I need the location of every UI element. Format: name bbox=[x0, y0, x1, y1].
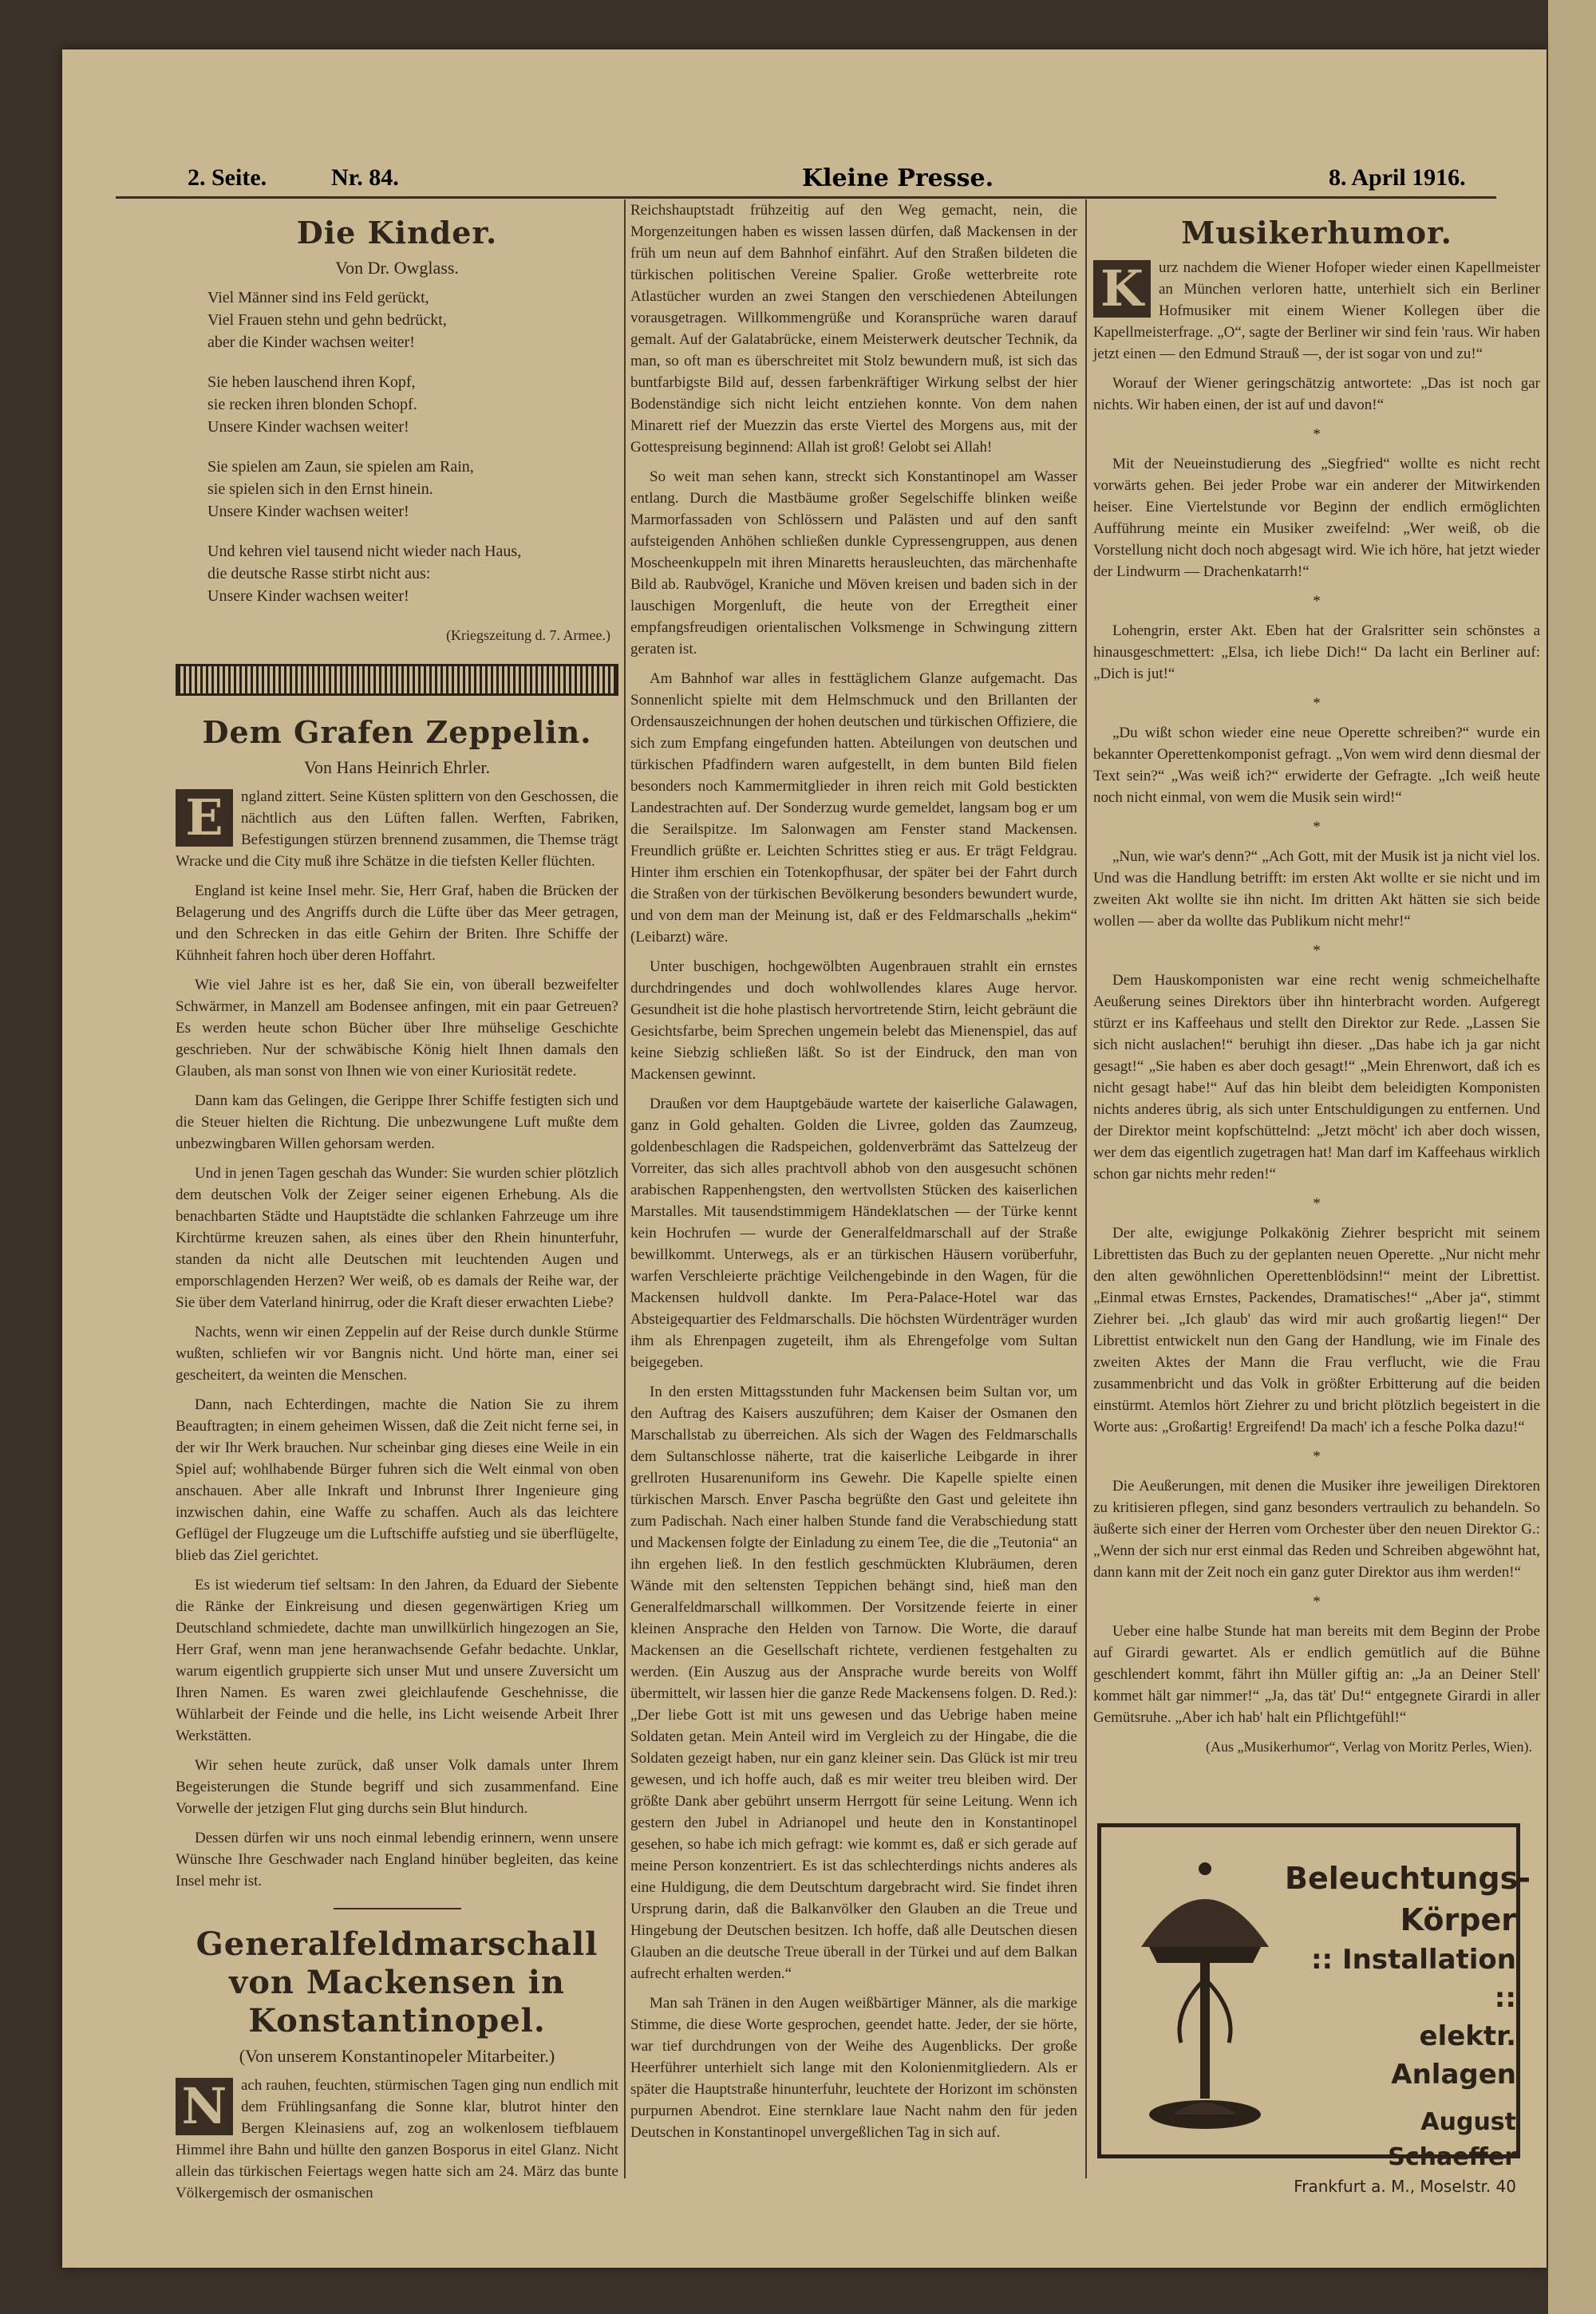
poem-stanza bbox=[207, 456, 618, 523]
issue-number: Nr. 84. bbox=[331, 164, 399, 191]
issue-date: 8. April 1916. bbox=[1329, 164, 1466, 191]
paragraph: Dessen dürfen wir uns noch einmal lebendig erinnern, wenn unsere Wünsche Ihre Geschwader nach England hinüber begleiten, das keine Insel mehr ist. bbox=[176, 1830, 618, 1890]
poem-line: Unsere Kinder wachsen weiter! bbox=[207, 503, 409, 520]
poem-line: Sie spielen am Zaun, sie spielen am Rain, bbox=[207, 458, 474, 476]
star-separator: * bbox=[1313, 942, 1321, 959]
paragraph: „Du wißt schon wieder eine neue Operette schreiben?“ wurde ein bekannter Operettenkomponist gefragt. „Von wem wird denn diesmal der Text sein?“ „Was weiß ich?“ erwiderte der Gefragte. „Ich weiß heute noch nicht einmal, von wem die Musik sein wird!“ bbox=[1093, 725, 1540, 806]
paragraph: Worauf der Wiener geringschätzig antwortete: „Das ist noch gar nichts. Wir haben einen, der ist auf und davon!“ bbox=[1093, 375, 1540, 413]
paragraph: Mit der Neueinstudierung des „Siegfried“ wollte es nicht recht vorwärts gehen. Bei jeder Probe war ein anderer der Mitwirkenden heiser. Eine Viertelstunde vor Beginn der endlich ermöglichten Aufführung meinte ein Musiker zweifelnd: „Wer weiß, ob die Vorstellung nicht doch noch abgesagt wird. Wie ich höre, hat jetzt wieder der Lindwurm — Drachenkatarrh!“ bbox=[1093, 456, 1540, 580]
poem-line: Unsere Kinder wachsen weiter! bbox=[207, 418, 409, 436]
poem-line: aber die Kinder wachsen weiter! bbox=[207, 334, 415, 351]
paragraph: Dann, nach Echterdingen, machte die Nation Sie zu ihrem Beauftragten; in einem geheimen Wissen, daß die Zeit nicht ferne sei, in der wir Ihr Werk brauchen. Nur scheinbar ging dieses eine Weile in ein Spiel auf; wohlhabende Bürger fuhren sich die Welt einmal von oben anschauen. Aber alle Inkraft und Inbrunst Ihrer Ingenieure ging inzwischen dahin, eine Waffe zu schaffen. Auch als das leichtere Geflügel der Flugzeuge um die Luftschiffe aufstieg und sie überflügelte, blieb das Ziel gerichtet. bbox=[176, 1396, 618, 1564]
ad-line: :: Installation :: bbox=[1310, 1944, 1516, 2014]
paragraph: England ist keine Insel mehr. Sie, Herr Graf, haben die Brücken der Belagerung und des Angriffs durch die Lüfte über das Meer getragen, und den Schrecken in das eitle Gehirn der Briten. Ihre Schiffe der Kühnheit fahren hoch über deren Hoffahrt. bbox=[176, 883, 618, 964]
zeppelin-title: Dem Grafen Zeppelin. bbox=[202, 714, 592, 750]
star-separator: * bbox=[1313, 819, 1321, 835]
page-header bbox=[116, 160, 1496, 199]
poem-line: Viel Frauen stehn und gehn bedrückt, bbox=[207, 311, 447, 329]
paragraph: Wir sehen heute zurück, daß unser Volk damals unter Ihrem Begeisterungen die Stunde begriff und sich zusammenfand. Eine Vorwelle der jetzigen Flut ging durchs sein Blut hindurch. bbox=[176, 1757, 618, 1817]
poem-line: Viel Männer sind ins Feld gerückt, bbox=[207, 289, 429, 306]
dropcap: K bbox=[1093, 260, 1151, 318]
lamp-icon bbox=[1125, 1851, 1285, 2138]
poem-author: Von Dr. Owglass. bbox=[335, 258, 459, 278]
star-separator: * bbox=[1313, 1195, 1321, 1212]
paragraph: Lohengrin, erster Akt. Eben hat der Gralsritter sein schönstes a hinausgeschmettert: „Elsa, ich liebe Dich!“ Da lacht ein Berliner auf: „Dich is jut!“ bbox=[1093, 622, 1540, 682]
paragraph: Dann kam das Gelingen, die Gerippe Ihrer Schiffe festigten sich und die Steuer hielten die Richtung. Die unbezwungene Luft mußte dem unbezwingbaren Willen gehorsam werden. bbox=[176, 1092, 618, 1152]
paragraph: Die Aeußerungen, mit denen die Musiker ihre jeweiligen Direktoren zu kritisieren pflegen, sind ganz besonders vertraulich zu behandeln. So äußerte sich einer der Herren vom Orchester über den neuen Direktor G.: „Wenn der sich nur erst einmal das Reden und Schreiben abgewöhnt hat, dann kann mit der Zeit noch ein ganz guter Direktor aus ihm werden!“ bbox=[1093, 1478, 1540, 1581]
ad-address: Frankfurt a. M., Moselstr. 40 bbox=[1294, 2177, 1516, 2196]
dropcap: E bbox=[176, 789, 233, 847]
paragraph: Draußen vor dem Hauptgebäude wartete der kaiserliche Galawagen, ganz in Gold gehalten. Golden die Livree, golden das Zaumzeug, goldenbeschlagen die Radspeichen, goldenverbrämt das Sattelzeug der Vorreiter, das sich alles prachtvoll abhob von den ausgesucht schönen arabischen Rappenhengsten, den wertvollsten Stücken des kaiserlichen Marstalles. Mit tausendstimmigem Händeklatschen — der Türke kennt kein Hochrufen — wurde der Generalfeldmarschall auf der Straße bewillkommt. Unterwegs, als er an türkischen Häusern vorüberfuhr, warfen Verschleierte prächtige Veilchengebinde in den Wagen, für die Mackensen huldvoll dankte. Im Pera-Palace-Hotel war das Absteigequartier des Feldmarschalls. Die höchsten Würdenträger wurden ihm als Ehrenpagen zugeteilt, ihm als Ehrengefolge vom Sultan beigegeben. bbox=[630, 1096, 1077, 1371]
advertisement bbox=[1097, 1823, 1531, 2196]
musikerhumor-title: Musikerhumor. bbox=[1181, 215, 1452, 251]
column-rule-2 bbox=[1085, 199, 1087, 2178]
paragraph: Reichshauptstadt frühzeitig auf den Weg gemacht, nein, die Morgenzeitungen haben es wissen lassen dürfen, daß Mackensen in der früh um neun auf dem Bahnhof einfährt. Auf den Straßen bildeten die türkischen politischen Vereine Spalier. Große wetterbreite rote Atlastücher wurden an zwei Stangen den verschiedenen Abteilungen vorausgetragen. Willkommengrüße und Koransprüche waren darauf gemalt. Auf der Galatabrücke, einem Meisterwerk deutscher Technik, da man, so oft man es überschreitet mit Stolz bewundern muß, ist sich das buntfarbigste Bild auf, dessen farbenkräftiger Wirkung selbst der hier Bodenständige sich nicht leicht entziehen konnte. Von dem nahen Minarett rief der Muezzin das erste Viertel des Morgens aus, mit der Gottespreisung beginnend: Allah ist groß! Gelobt sei Allah! bbox=[630, 202, 1077, 456]
ad-line: elektr. Anlagen bbox=[1391, 2020, 1516, 2091]
paragraph: So weit man sehen kann, streckt sich Konstantinopel am Wasser entlang. Durch die Mastbäume großer Segelschiffe blinken weiße Marmorfassaden von Schlössern und Palästen und auf den sanft aufsteigenden Anhöhen schließen dunkle Cypressengruppen, aus denen Moscheenkuppeln mit ihren Minaretts herausleuchten, das märchenhafte Bild ab. Raubvögel, Kraniche und Möven kreisen und baden sich in der lauschigen Morgenluft, die heute von der Erregtheit einer empfangsfreudigen orientalischen Volksmenge in Schwingung zittern geraten ist. bbox=[630, 468, 1077, 657]
poem-source: (Kriegszeitung d. 7. Armee.) bbox=[446, 627, 610, 643]
paragraph: Nachts, wenn wir einen Zeppelin auf der Reise durch dunkle Stürme wußten, schliefen wir vor Bangnis nicht. Und hörte man, einer sei gescheitert, da weinten die Menschen. bbox=[176, 1324, 618, 1384]
ad-text bbox=[1285, 1858, 1531, 2198]
source-note: (Aus „Musikerhumor“, Verlag von Moritz Perles, Wien). bbox=[1205, 1739, 1532, 1755]
ad-line: Beleuchtungs- bbox=[1285, 1861, 1531, 1896]
star-separator: * bbox=[1313, 593, 1321, 610]
star-separator: * bbox=[1313, 1593, 1321, 1610]
poem-stanza bbox=[207, 371, 618, 438]
paragraph: In den ersten Mittagsstunden fuhr Mackensen beim Sultan vor, um den Auftrag des Kaisers auszuführen; dem Kaiser der Osmanen den Marschallstab zu überreichen. Als sich der Wagen des Feldmarschalls dem Sultanschlosse näherte, trat die kaiserliche Leibgarde in ihrer grellroten Husarenuniform ins Gewehr. Die Kapelle spielte einen türkischen Marsch. Enver Pascha begrüßte den Gast und geleitete ihn zum Padischah. Nach einer halben Stunde fand die Verabschiedung statt und Mackensen folgte der Einladung zu einem Tee, die die „Teutonia“ an ihn ergehen ließ. In den festlich geschmückten Klubräumen, deren Wände mit den seltensten Teppichen behängt sind, hieß man den Generalfeldmarschall willkommen. Der Vorsitzende feierte in einer kleinen Ansprache den Helden von Tarnow. Die Worte, die darauf Mackensen an die Gesellschaft richtete, verdienen festgehalten zu werden. (Ein Auszug aus der Ansprache wurde bereits von Wolff übermittelt, wir lassen hier die ganze Rede Mackensens folgen. D. Red.): „Der liebe Gott ist mit uns gewesen und das Uebrige haben meine Soldaten getan. Mein Anteil wird im Vergleich zu der Hingabe, die die Soldaten gezeigt haben, nur ein ganz kleiner sein. Das Glück ist mir treu gewesen, und ich hoffe auch, daß es mir weiter treu bleiben wird. Der größte Dank aber gebührt unserm Herrgott für seine Leitung. Wenn ich gestern den Jubel in Adrianopel und heute den in Konstantinopel gesehen, so habe ich mich gefragt: wie kommt es, daß er sich gerade auf meine Person konzentriert. Es ist das schlechterdings nichts anderes als eine Huldigung, die dem Deutschtum dargebracht wird. Sie findet ihren Ursprung darin, daß die Balkanvölker den Glauben an die Treue und Hingebung der Deutschen besitzen. Ich hoffe, daß alle Deutschen diesen Glauben an die deutsche Treue überall in der Türkei und auf dem Balkan aufrecht erhalten werden.“ bbox=[630, 1384, 1077, 1982]
zeppelin-author: Von Hans Heinrich Ehrler. bbox=[304, 757, 490, 777]
star-separator: * bbox=[1313, 426, 1321, 443]
poem-title: Die Kinder. bbox=[296, 215, 498, 251]
star-separator: * bbox=[1313, 695, 1321, 712]
paragraph: ach rauhen, feuchten, stürmischen Tagen ging nun endlich mit dem Frühlingsanfang die Sonne klar, blutrot hinter den Bergen Kleinasiens auf, zog an wolkenlosem tiefblauem Himmel ihre Bahn und hüllte den ganzen Bosporus in eitel Glanz. Nicht allein das türkischen Feiertags wegen hatte sich am 24. März das bunte Völkergemisch der osmanischen bbox=[176, 2077, 618, 2201]
mackensen-title: Generalfeldmarschall von Mackensen in Konstantinopel. bbox=[196, 1925, 598, 2040]
paragraph: „Nun, wie war's denn?“ „Ach Gott, mit der Musik ist ja nicht viel los. Und was die Handlung betrifft: im ersten Akt wollte er sie nicht und im zweiten Akt wollte sie ihn nicht. Im dritten Akt hätten sie sich beide wollen — aber da wollte das Publikum nicht mehr!“ bbox=[1093, 848, 1540, 930]
paragraph: Ueber eine halbe Stunde hat man bereits mit dem Beginn der Probe auf Girardi gewartet. Als er endlich gemütlich auf die Bühne geschlendert kommt, fährt ihn Müller giftig an: „Ja an Deiner Stell' kommet hält gar nimmer!“ „Ja, das tät' Du!“ entgegnete Girardi in aller Gemütsruhe. „Aber ich hab' halt ein Pflichtgefühl!“ bbox=[1093, 1623, 1540, 1726]
paragraph: Und in jenen Tagen geschah das Wunder: Sie wurden schier plötzlich dem deutschen Volk der Zeiger seiner eigenen Erhebung. Als die benachbarten Städte und Hauptstädte die schlanken Fahrzeuge um ihre Kirchtürme kreuzen sahen, als eines über den Rhein hinunterfuhr, standen da nicht alle Deutschen mit leuchtenden Augen und emporschlagenden Herzen? Wer weiß, ob es damals der Reihe war, der Sie über dem Vaterland hinirrug, oder die Kraft dieser erwachten Liebe? bbox=[176, 1165, 618, 1311]
poem-line: sie recken ihren blonden Schopf. bbox=[207, 396, 417, 413]
column-rule-1 bbox=[624, 199, 626, 2178]
page-number: 2. Seite. bbox=[188, 164, 267, 191]
paragraph: Am Bahnhof war alles in festtäglichem Glanze aufgemacht. Das Sonnenlicht spielte mit dem Helmschmuck und den Brillanten der Ordensauszeichnungen der hohen deutschen und türkischen Offiziere, die sich zum Empfang eingefunden hatten. Abteilungen von deutschen und türkischen Pfadfindern waren aufgestellt, in dem bunten Bild fielen besonders noch Kammermitglieder in ihren reich mit Gold bestickten Landestrachten auf. Der Sonderzug wurde gemeldet, langsam bog er um die Serailspitze. Im Salonwagen am Fenster stand Mackensen. Freundlich grüßte er. Leichten Schrittes stieg er aus. Er trägt Feldgrau. Hinter ihm erschien ein Totenkopfhusar, der später bei der Fahrt durch die Straßen von der türkischen Bevölkerung besonders bewundert wurde, und von dem man der Meinung ist, daß er des Feldmarschalls „hekim“ (Leibarzt) wäre. bbox=[630, 670, 1077, 946]
paragraph: Unter buschigen, hochgewölbten Augenbrauen strahlt ein ernstes durchdringendes und doch wohlwollendes klares Auge hervor. Gesundheit ist die hohe plastisch hervortretende Stirn, leicht gebräunt die Gesichtsfarbe, beim Sprechen ungemein belebt das Mienenspiel, das auf keine Siebzig schließen läßt. So ist der Eindruck, den man von Mackensen gewinnt. bbox=[630, 958, 1077, 1083]
paragraph: Der alte, ewigjunge Polkakönig Ziehrer bespricht mit seinem Librettisten das Buch zu der geplanten neuen Operette. „Nur nicht mehr den alten gewöhnlichen Operettenblödsinn!“ meint der Librettist. „Einmal etwas Ernstes, Packendes, Dramatisches!“ „Aber ja“, stimmt Ziehrer bei. „Ich glaub' das wird mir auch großartig liegen!“ Der Librettist entwickelt nun den Gang der Handlung, wie im Finale des zweiten Aktes der Mann die Frau verflucht, wie die Frau zusammenbricht und das Volk in größter Erbitterung auf die beiden einstürmt. Atemlos hört Ziehrer zu und bricht plötzlich begeistert in die Worte aus: „Großartig! Ergreifend! Da mach' ich a fesche Polka dazu!“ bbox=[1093, 1225, 1540, 1435]
page-edge bbox=[1548, 0, 1596, 2314]
poem bbox=[176, 286, 618, 607]
column-1 bbox=[176, 199, 618, 2212]
paragraph: Dem Hauskomponisten war eine recht wenig schmeichelhafte Aeußerung seines Direktors über ihn hinterbracht worden. Aufgeregt stürzt er ins Kaffeehaus und stellt den Direktor zur Rede. „Lassen Sie sich nicht auslachen!“ beruhigt ihn dieser. „Das habe ich ja gar nicht gesagt!“ „Sie haben es aber doch gesagt!“ „Mein Ehrenwort, daß ich es nicht gesagt habe!“ Auf das hin bleibt dem beleidigten Komponisten nichts anderes übrig, als sich unter Entschuldigungen zu entfernen. Und der Direktor meint kopfschüttelnd: „Jetzt möcht' ich aber doch wissen, wer dem das eigentlich zugetragen hat! Man darf im Kaffeehaus wirklich schon gar nichts mehr reden!“ bbox=[1093, 972, 1540, 1183]
ad-company: August Schaeffer bbox=[1388, 2108, 1516, 2171]
poem-line: sie spielen sich in den Ernst hinein. bbox=[207, 480, 433, 498]
mackensen-byline: (Von unserem Konstantinopeler Mitarbeiter.) bbox=[239, 2046, 555, 2066]
poem-line: die deutsche Rasse stirbt nicht aus: bbox=[207, 565, 431, 582]
ornamental-divider bbox=[176, 664, 618, 696]
paragraph: urz nachdem die Wiener Hofoper wieder einen Kapellmeister an München verloren hatte, unterhielt sich ein Berliner Hofmusiker mit einem Wiener Kollegen über die Kapellmeisterfrage. „O“, sagte der Berliner wir sind fein 'raus. Wir haben jetzt einen — den Edmund Strauß —, der ist sogar von und zu!“ bbox=[1093, 259, 1540, 362]
poem-line: Unsere Kinder wachsen weiter! bbox=[207, 587, 409, 605]
divider bbox=[334, 1908, 461, 1909]
column-2 bbox=[630, 199, 1077, 2151]
star-separator: * bbox=[1313, 1448, 1321, 1465]
ad-line: Körper bbox=[1400, 1902, 1516, 1937]
paragraph: Man sah Tränen in den Augen weißbärtiger Männer, als die markige Stimme, die diese Worte gesprochen, geendet hatte. Jeder, der sie hörte, war tief durchdrungen von der Weihe des Augenblicks. Der große Heerführer unterhielt sich lange mit den Kolonienmitgliedern. Als er später die Hauptstraße hinunterfuhr, leuchtete der Horizont im schönsten purpurnen Abendrot. Eine sternklare laue Nacht nahm den für jeden Deutschen in Konstantinopel unvergeßlichen Tag in sich auf. bbox=[630, 1995, 1077, 2141]
column-3 bbox=[1093, 199, 1540, 1758]
paragraph: Wie viel Jahre ist es her, daß Sie ein, von überall bezweifelter Schwärmer, in Manzell am Bodensee anfingen, mit ein paar Getreuen? Es werden heute schon Bücher über Ihre mühselige Geschichte geschrieben. Nur der schwäbische König hielt Ihnen damals den Glauben, als man sonst von Ihnen wie von einer Kuriosität redete. bbox=[176, 977, 618, 1080]
paragraph: ngland zittert. Seine Küsten splittern von den Geschossen, die nächtlich aus den Lüften fallen. Werften, Fabriken, Befestigungen stürzen brennend zusammen, die Themse trägt Wracke und die City muß ihre Schätze in die tiefsten Keller flüchten. bbox=[176, 788, 618, 870]
masthead: Kleine Presse. bbox=[802, 164, 994, 192]
poem-stanza bbox=[207, 540, 618, 607]
dropcap: N bbox=[176, 2078, 233, 2135]
poem-line: Sie heben lauschend ihren Kopf, bbox=[207, 373, 416, 391]
poem-stanza bbox=[207, 286, 618, 353]
paragraph: Es ist wiederum tief seltsam: In den Jahren, da Eduard der Siebente die Ränke der Einkreisung und diesen gegenwärtigen Krieg um Deutschland schmiedete, dachte man unwillkürlich hingezogen an Sie, Herr Graf, wenn man jene heranwachsende Gefahr bedachte. Unklar, warum eigentlich gruppierte sich unser Mut und unsere Zuversicht um Ihren Namen. Es waren zwei gleichlaufende Geschehnisse, die Wühlarbeit der Feinde und die helle, ins Licht weisende Arbeit Ihrer Werkstätten. bbox=[176, 1577, 618, 1744]
poem-line: Und kehren viel tausend nicht wieder nach Haus, bbox=[207, 543, 522, 560]
